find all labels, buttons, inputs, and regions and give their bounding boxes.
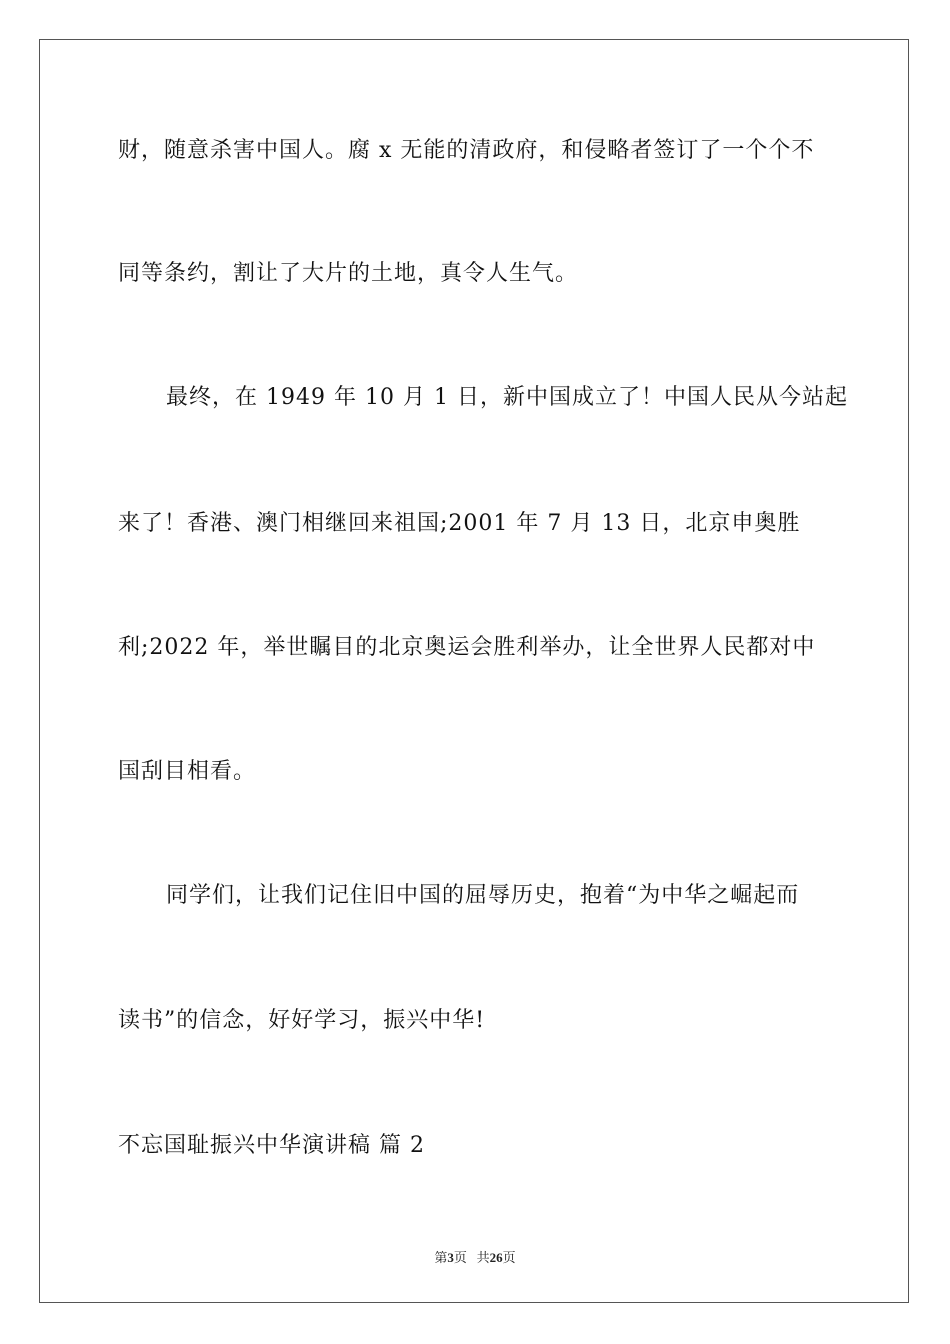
body-line-5: 利;2022 年，举世瞩目的北京奥运会胜利举办，让全世界人民都对中 — [118, 635, 816, 660]
section-heading: 不忘国耻振兴中华演讲稿 篇 2 — [118, 1133, 425, 1158]
current-page-number: 3 — [447, 1250, 454, 1265]
page-footer — [0, 1247, 950, 1266]
body-line-3: 最终，在 1949 年 10 月 1 日，新中国成立了！中国人民从今站起 — [166, 385, 848, 410]
body-line-7: 同学们，让我们记住旧中国的屈辱历史，抱着“为中华之崛起而 — [166, 883, 800, 908]
total-suffix: 页 — [502, 1250, 516, 1265]
body-line-8: 读书”的信念，好好学习，振兴中华! — [118, 1008, 486, 1033]
body-line-2: 同等条约，割让了大片的土地，真令人生气。 — [118, 261, 579, 286]
page-suffix: 页 — [453, 1250, 467, 1265]
page-frame — [39, 39, 909, 1303]
page-prefix: 第 — [434, 1250, 448, 1265]
total-pages-number: 26 — [489, 1250, 503, 1265]
body-line-6: 国刮目相看。 — [118, 759, 257, 784]
body-line-1: 财，随意杀害中国人。腐 x 无能的清政府，和侵略者签订了一个个不 — [118, 138, 815, 163]
body-line-4: 来了！香港、澳门相继回来祖国;2001 年 7 月 13 日，北京申奥胜 — [118, 511, 801, 536]
total-prefix: 共 — [476, 1250, 490, 1265]
